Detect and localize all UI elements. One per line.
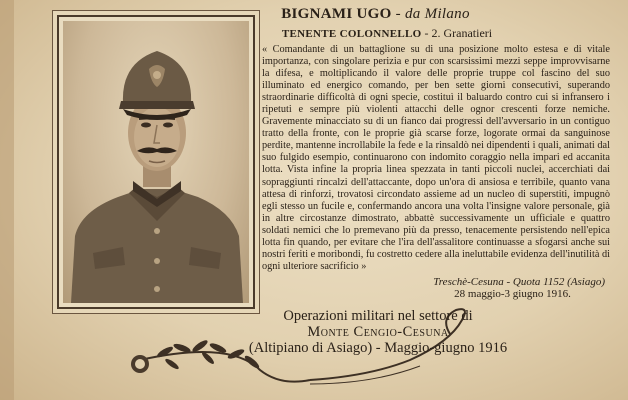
citation-place: Treschè-Cesuna - Quota 1152 (Asiago)	[433, 276, 605, 288]
operations-caption	[248, 308, 508, 356]
officer-rank: TENENTE COLONNELLO	[281, 28, 422, 40]
citation-date: 28 maggio-3 giugno 1916.	[454, 288, 571, 300]
operations-line-2: Monte Cengio-Cesuna	[307, 324, 449, 340]
portrait-frame	[57, 15, 255, 309]
officer-city: - da Milano	[395, 6, 470, 22]
officer-name: BIGNAMI UGO	[281, 6, 392, 22]
operations-line-3: (Altipiano di Asiago) - Maggio-giugno 1916	[248, 340, 508, 356]
portrait-photo	[63, 21, 249, 303]
operations-line-1: Operazioni militari nel settore di	[283, 308, 473, 324]
officer-unit: - 2. Granatieri	[424, 26, 493, 40]
officer-portrait	[63, 21, 249, 303]
card-edge	[0, 0, 14, 400]
citation-text: « Comandante di un battaglione su di una posizione molto estesa e di vitale importanza, con singolare perizia e pur con scarsissimi mezzi seppe improvvisarne la difesa, e moltiplicando il valore delle proprie truppe col fascino del suo illuminato ed energico comando, per ben sette giorni consecutivi, superando straordinarie difficoltà di ogni specie, costituì il baluardo contro cui si infransero i ripetuti e sempre più violenti attacchi delle ognor crescenti forze nemiche. Gravemente minacciato su di un fianco dai progressi dell'avversario in un contiguo tratto della fronte, con le proprie già scarse forze, logorate ormai da sanguinose perdite, mantenne incrollabile la fede e la rinsaldò nei dipendenti i quali, animati dal suo fulgido esempio, continuarono con indomito coraggio nella impari ed accanita lotta. Vista infine la propria linea spezzata in tanti piccoli nuclei, accerchiati dai sopraggiunti rincalzi dell'attaccante, dopo un'ora di ansiosa e terribile, quanto vana attesa di rinforzi, trovatosi circondato assieme ad un nucleo di superstiti, impugnò egli stesso un fucile e, confermando ancora una volta l'insigne valore personale, già in altre circostanze dimostrato, abbattè successivamente un ufficiale e quattro soldati nemici che lo premevano più da presso, tenacemente persistendo nell'epica lotta fin quando, per evitare che l'ira dell'assalitore continuasse a sfogarsi anche sui nostri feriti e moribondi, fu costretto cedere alla ineluttabile evidenza dell'inutilità di ogni ulteriore sacrificio »	[262, 44, 610, 272]
officer-name-heading	[253, 6, 498, 23]
officer-rank-heading	[262, 26, 512, 41]
